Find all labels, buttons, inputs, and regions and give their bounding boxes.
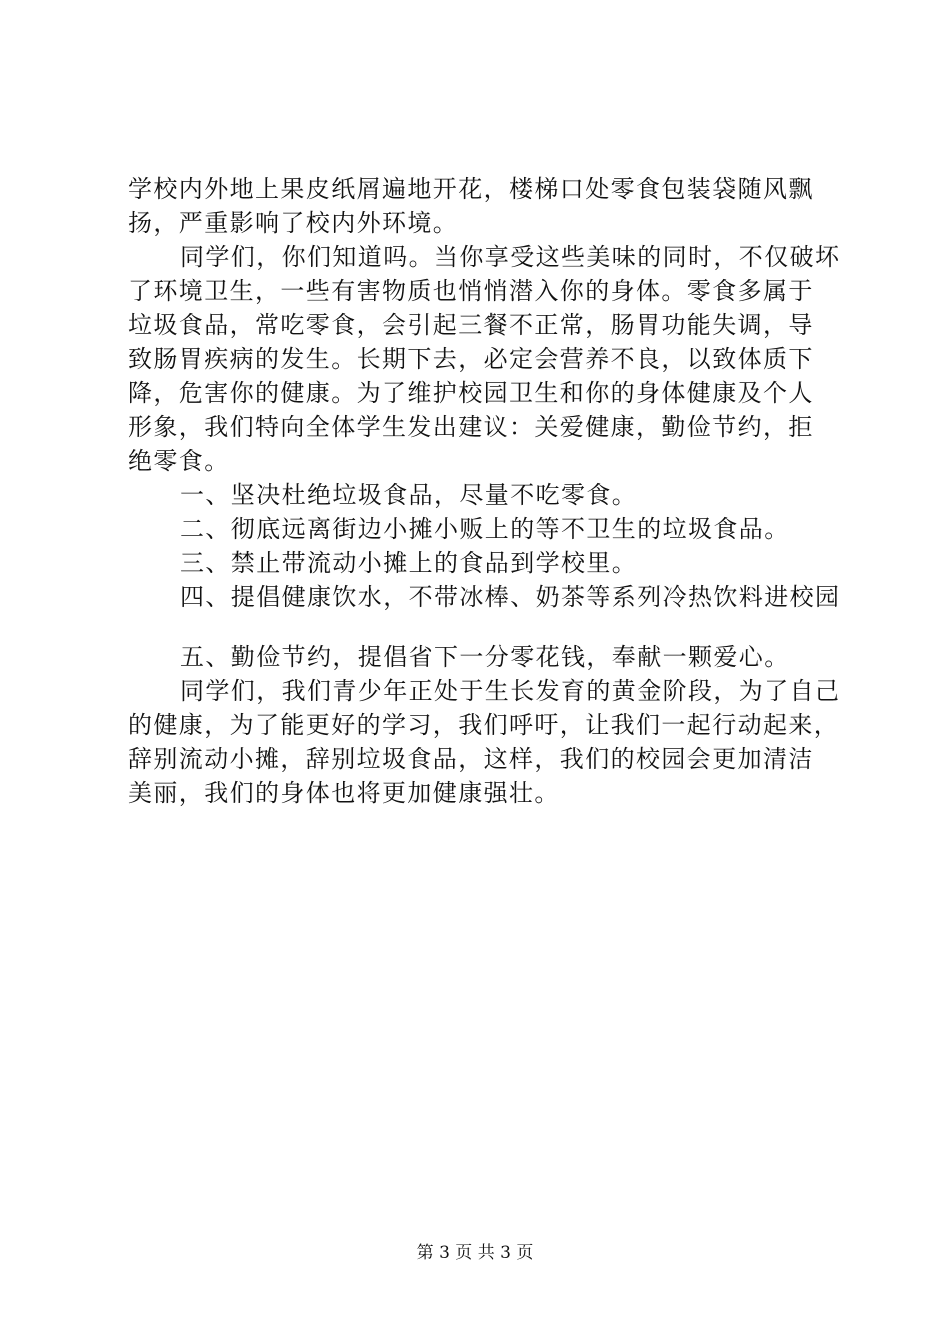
list-item: 五、勤俭节约，提倡省下一分零花钱，奉献一颗爱心。 xyxy=(180,643,790,671)
paragraph-line: 降，危害你的健康。为了维护校园卫生和你的身体健康及个人 xyxy=(128,379,814,407)
list-item: 三、禁止带流动小摊上的食品到学校里。 xyxy=(180,549,638,577)
paragraph-line: 绝零食。 xyxy=(128,447,230,475)
list-item: 四、提倡健康饮水，不带冰棒、奶茶等系列冷热饮料进校园 xyxy=(180,583,841,611)
paragraph-line: 垃圾食品，常吃零食，会引起三餐不正常，肠胃功能失调，导 xyxy=(128,311,814,339)
paragraph-line: 美丽，我们的身体也将更加健康强壮。 xyxy=(128,779,560,807)
paragraph-line: 同学们，你们知道吗。当你享受这些美味的同时，不仅破坏 xyxy=(180,243,841,271)
page-footer: 第 3 页 共 3 页 xyxy=(416,1243,534,1263)
paragraph-line: 辞别流动小摊，辞别垃圾食品，这样，我们的校园会更加清洁 xyxy=(128,745,814,773)
paragraph-line: 扬，严重影响了校内外环境。 xyxy=(128,209,459,237)
paragraph-line: 学校内外地上果皮纸屑遍地开花，楼梯口处零食包装袋随风飘 xyxy=(128,175,814,203)
paragraph-line: 同学们，我们青少年正处于生长发育的黄金阶段，为了自己 xyxy=(180,677,841,705)
list-item: 一、坚决杜绝垃圾食品，尽量不吃零食。 xyxy=(180,481,638,509)
paragraph-line: 致肠胃疾病的发生。长期下去，必定会营养不良，以致体质下 xyxy=(128,345,814,373)
body-text xyxy=(128,172,841,810)
paragraph-line: 的健康，为了能更好的学习，我们呼吁，让我们一起行动起来， xyxy=(128,711,840,739)
paragraph-line: 了环境卫生，一些有害物质也悄悄潜入你的身体。零食多属于 xyxy=(128,277,814,305)
list-item: 二、彻底远离街边小摊小贩上的等不卫生的垃圾食品。 xyxy=(180,515,790,543)
paragraph-gap xyxy=(128,614,838,640)
paragraph-line: 形象，我们特向全体学生发出建议：关爱健康，勤俭节约，拒 xyxy=(128,413,814,441)
